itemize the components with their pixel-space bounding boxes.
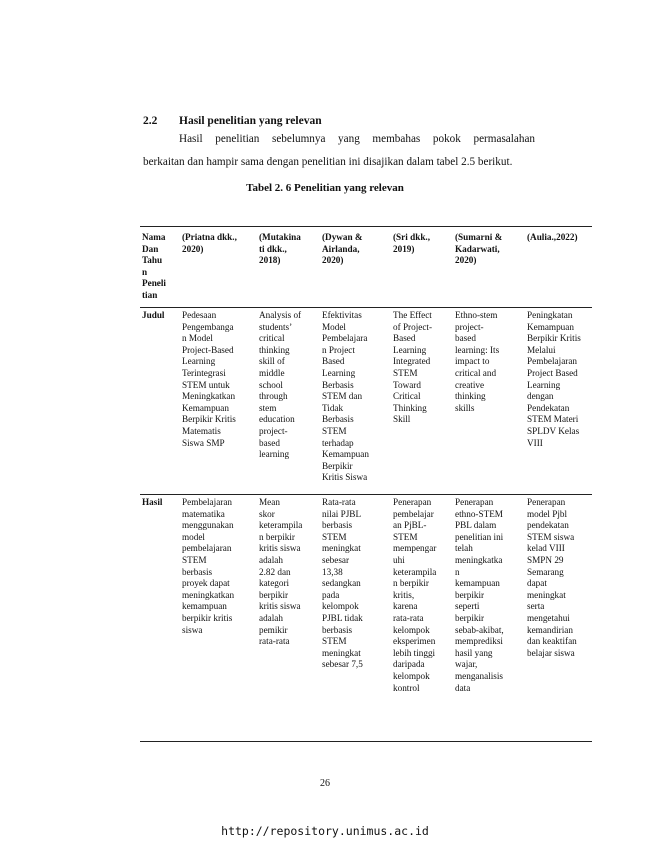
header-cell-author (320, 227, 391, 308)
header-cell-label (140, 227, 180, 308)
cell-line: telah (455, 543, 473, 554)
cell-line: Melalui (527, 344, 556, 355)
cell-line: terhadap (322, 437, 354, 448)
footer-url: http://repository.unimus.ac.id (221, 824, 429, 838)
cell-line: keterampila (259, 520, 303, 531)
cell-line: Analysis of (259, 310, 302, 320)
cell-line: Meningkatkan (182, 391, 236, 402)
cell-line: meningkat (322, 543, 361, 554)
cell-line: PJBL tidak (322, 612, 363, 623)
cell-line: matematika (182, 508, 225, 519)
intro-paragraph-line-1: Hasil penelitian sebelumnya yang membahas pokok permasalahan (179, 133, 535, 145)
cell-line: STEM (322, 636, 347, 647)
cell-line: creative (455, 379, 485, 390)
cell-line: karena (393, 601, 418, 612)
cell-line: STEM untuk (182, 379, 230, 390)
cell-line: 2.82 dan (259, 566, 291, 577)
cell-line: n Model (182, 333, 213, 344)
cell-line: STEM (393, 531, 418, 542)
table-row-judul (140, 308, 592, 495)
relevant-research-table (140, 226, 592, 742)
cell-line: skill of (259, 356, 285, 367)
cell-line: kemampuan (455, 578, 500, 589)
cell-line: STEM (322, 531, 347, 542)
cell-line: learning: Its (455, 344, 500, 355)
cell-line: (Sri dkk., (393, 232, 431, 242)
section-number: 2.2 (143, 115, 158, 127)
row-label: Hasil (140, 495, 180, 742)
table-cell (391, 495, 453, 742)
cell-line: Penerapan (527, 497, 566, 507)
cell-line: memprediksi (455, 636, 503, 647)
cell-line: kelad VIII (527, 543, 565, 554)
table-cell (453, 308, 525, 495)
cell-line: pembelajar (393, 508, 434, 519)
cell-line: impact to (455, 356, 490, 367)
table-row-hasil (140, 495, 592, 742)
cell-line: sebesar 7,5 (322, 659, 363, 670)
cell-line: daripada (393, 659, 425, 670)
cell-line: berbasis (322, 624, 353, 635)
cell-line: Penerapan (455, 497, 494, 507)
cell-line: pada (322, 589, 340, 600)
cell-line: meningkatkan (182, 589, 235, 600)
cell-line: berbasis (322, 520, 353, 531)
cell-line: Kritis Siswa (322, 472, 368, 483)
cell-line: lebih tinggi (393, 647, 436, 658)
cell-line: Skill (393, 414, 411, 425)
cell-line: through (259, 391, 288, 402)
cell-line: kritis, (393, 589, 415, 600)
cell-line: berbasis (182, 566, 213, 577)
cell-line: Project-Based (182, 344, 234, 355)
cell-line: mengetahui (527, 612, 570, 623)
cell-line: berpikir kritis (182, 612, 233, 623)
cell-line: n (142, 266, 148, 277)
cell-line: Pembelajara (322, 333, 368, 344)
cell-line: nilai PJBL (322, 508, 362, 519)
cell-line: data (455, 682, 471, 693)
cell-line: SMPN 29 (527, 554, 564, 565)
table-cell (180, 495, 257, 742)
cell-line: sedangkan (322, 578, 361, 589)
cell-line: seperti (455, 601, 480, 612)
table-caption: Tabel 2. 6 Penelitian yang relevan (246, 182, 404, 194)
cell-line: n berpikir (259, 531, 295, 542)
cell-line: Learning (322, 367, 356, 378)
cell-line: penelitian ini (455, 531, 504, 542)
cell-line: keterampila (393, 566, 437, 577)
cell-line: Based (322, 356, 345, 367)
table-cell (257, 308, 320, 495)
cell-line: Learning (182, 356, 216, 367)
cell-line: 2020) (455, 255, 477, 266)
cell-line: berpikir (455, 589, 485, 600)
cell-line: kelompok (393, 624, 430, 635)
cell-line: kategori (259, 578, 290, 589)
header-cell-author (391, 227, 453, 308)
cell-line: 2018) (259, 255, 281, 266)
cell-line: Tahu (142, 255, 163, 266)
cell-line: school (259, 379, 283, 390)
cell-line: Dan (142, 243, 159, 254)
cell-line: Berbasis (322, 414, 354, 425)
cell-line: kritis siswa (259, 601, 301, 612)
cell-line: of Project- (393, 321, 433, 332)
header-cell-author (525, 227, 592, 308)
cell-line: Efektivitas (322, 310, 362, 320)
table-cell (320, 495, 391, 742)
header-cell-author (453, 227, 525, 308)
cell-line: serta (527, 601, 545, 612)
cell-line: Critical (393, 391, 421, 402)
cell-line: pembelajaran (182, 543, 232, 554)
cell-line: STEM (393, 367, 418, 378)
cell-line: Learning (393, 344, 427, 355)
cell-line: mempengar (393, 543, 437, 554)
cell-line: siswa (182, 624, 203, 635)
cell-line: model Pjbl (527, 508, 568, 519)
cell-line: sebesar (322, 554, 350, 565)
header-cell-author (180, 227, 257, 308)
cell-line: learning (259, 449, 290, 460)
table-header-row (140, 227, 592, 308)
cell-line: PBL dalam (455, 520, 497, 531)
cell-line: Project Based (527, 367, 578, 378)
cell-line: (Mutakina (259, 232, 301, 242)
table-cell (391, 308, 453, 495)
cell-line: menganalisis (455, 670, 503, 681)
cell-line: Based (393, 333, 416, 344)
cell-line: meningkat (527, 589, 566, 600)
cell-line: kemandirian (527, 624, 573, 635)
cell-line: Learning (527, 379, 561, 390)
cell-line: STEM (182, 554, 207, 565)
cell-line: Kadarwati, (455, 243, 500, 254)
cell-line: Mean (259, 497, 280, 507)
cell-line: adalah (259, 554, 283, 565)
page-number: 26 (320, 778, 330, 789)
cell-line: kelompok (393, 670, 430, 681)
cell-line: skills (455, 402, 475, 413)
cell-line: based (455, 333, 476, 344)
cell-line: critical (259, 333, 285, 344)
cell-line: kemampuan (182, 601, 227, 612)
cell-line: eksperimen (393, 636, 436, 647)
section-title: Hasil penelitian yang relevan (179, 115, 322, 127)
cell-line: Ethno-stem (455, 310, 498, 320)
cell-line: Toward (393, 379, 421, 390)
table-cell (320, 308, 391, 495)
cell-line: 2019) (393, 243, 415, 254)
cell-line: Thinking (393, 402, 427, 413)
cell-line: rata-rata (259, 636, 290, 647)
cell-line: project- (455, 321, 484, 332)
cell-line: SPLDV Kelas (527, 425, 580, 436)
cell-line: Kemampuan (182, 402, 229, 413)
cell-line: Peneli (142, 278, 166, 289)
cell-line: adalah (259, 612, 283, 623)
cell-line: thinking (455, 391, 486, 402)
cell-line: dapat (527, 578, 547, 589)
table-cell (525, 495, 592, 742)
cell-line: Pendekatan (527, 402, 570, 413)
table-cell (180, 308, 257, 495)
cell-line: an PjBL- (393, 520, 427, 531)
cell-line: ti dkk., (259, 243, 287, 254)
cell-line: wajar, (455, 659, 478, 670)
cell-line: The Effect (393, 310, 432, 320)
cell-line: based (259, 437, 280, 448)
cell-line: Peningkatan (527, 310, 573, 320)
cell-line: hasil yang (455, 647, 493, 658)
cell-line: stem (259, 402, 277, 413)
cell-line: students’ (259, 321, 293, 332)
cell-line: dan keaktifan (527, 636, 577, 647)
cell-line: STEM siswa (527, 531, 575, 542)
cell-line: dengan (527, 391, 554, 402)
section-heading (143, 115, 322, 127)
cell-line: middle (259, 367, 285, 378)
cell-line: Berpikir Kritis (527, 333, 581, 344)
cell-line: (Aulia.,2022) (527, 232, 578, 242)
cell-line: meningkatka (455, 554, 503, 565)
cell-line: STEM (322, 425, 347, 436)
cell-line: thinking (259, 344, 290, 355)
cell-line: n (455, 566, 460, 577)
cell-line: project- (259, 425, 288, 436)
cell-line: Nama (142, 232, 166, 242)
cell-line: Matematis (182, 425, 221, 436)
cell-line: Rata-rata (322, 497, 356, 507)
cell-line: Pengembanga (182, 321, 234, 332)
cell-line: Berpikir (322, 460, 353, 471)
cell-line: (Dywan & (322, 232, 363, 242)
cell-line: n Project (322, 344, 355, 355)
cell-line: Siswa SMP (182, 437, 225, 448)
cell-line: berpikir (455, 612, 485, 623)
cell-line: Pedesaan (182, 310, 217, 320)
cell-line: uhi (393, 554, 405, 565)
cell-line: 13,38 (322, 566, 343, 577)
table-cell (525, 308, 592, 495)
cell-line: berpikir (259, 589, 289, 600)
table-cell (453, 495, 525, 742)
cell-line: Penerapan (393, 497, 432, 507)
cell-line: Airlanda, (322, 243, 360, 254)
cell-line: n berpikir (393, 578, 429, 589)
cell-line: proyek dapat (182, 578, 230, 589)
cell-line: model (182, 531, 205, 542)
cell-line: VIII (527, 437, 543, 448)
cell-line: ethno-STEM (455, 508, 503, 519)
cell-line: (Priatna dkk., (182, 232, 237, 242)
cell-line: (Sumarni & (455, 232, 503, 242)
cell-line: pendekatan (527, 520, 569, 531)
cell-line: kelompok (322, 601, 359, 612)
cell-line: education (259, 414, 295, 425)
cell-line: Pembelajaran (527, 356, 577, 367)
cell-line: Kemampuan (527, 321, 574, 332)
cell-line: critical and (455, 367, 497, 378)
cell-line: Berbasis (322, 379, 354, 390)
cell-line: belajar siswa (527, 647, 575, 658)
cell-line: Integrated (393, 356, 431, 367)
cell-line: tian (142, 289, 158, 300)
cell-line: kritis siswa (259, 543, 301, 554)
cell-line: Kemampuan (322, 449, 369, 460)
cell-line: Pembelajaran (182, 497, 232, 507)
cell-line: 2020) (182, 243, 204, 254)
header-cell-author (257, 227, 320, 308)
cell-line: Semarang (527, 566, 564, 577)
cell-line: Tidak (322, 402, 344, 413)
cell-line: pemikir (259, 624, 288, 635)
cell-line: Terintegrasi (182, 367, 226, 378)
table-cell (257, 495, 320, 742)
cell-line: Berpikir Kritis (182, 414, 236, 425)
cell-line: rata-rata (393, 612, 424, 623)
cell-line: sebab-akibat, (455, 624, 504, 635)
cell-line: Model (322, 321, 346, 332)
cell-line: menggunakan (182, 520, 234, 531)
cell-line: STEM dan (322, 391, 363, 402)
row-label: Judul (140, 308, 180, 495)
intro-paragraph-line-2: berkaitan dan hampir sama dengan penelitian ini disajikan dalam tabel 2.5 berikut. (143, 156, 513, 168)
cell-line: meningkat (322, 647, 361, 658)
cell-line: 2020) (322, 255, 344, 266)
cell-line: STEM Materi (527, 414, 579, 425)
cell-line: kontrol (393, 682, 420, 693)
cell-line: skor (259, 508, 275, 519)
